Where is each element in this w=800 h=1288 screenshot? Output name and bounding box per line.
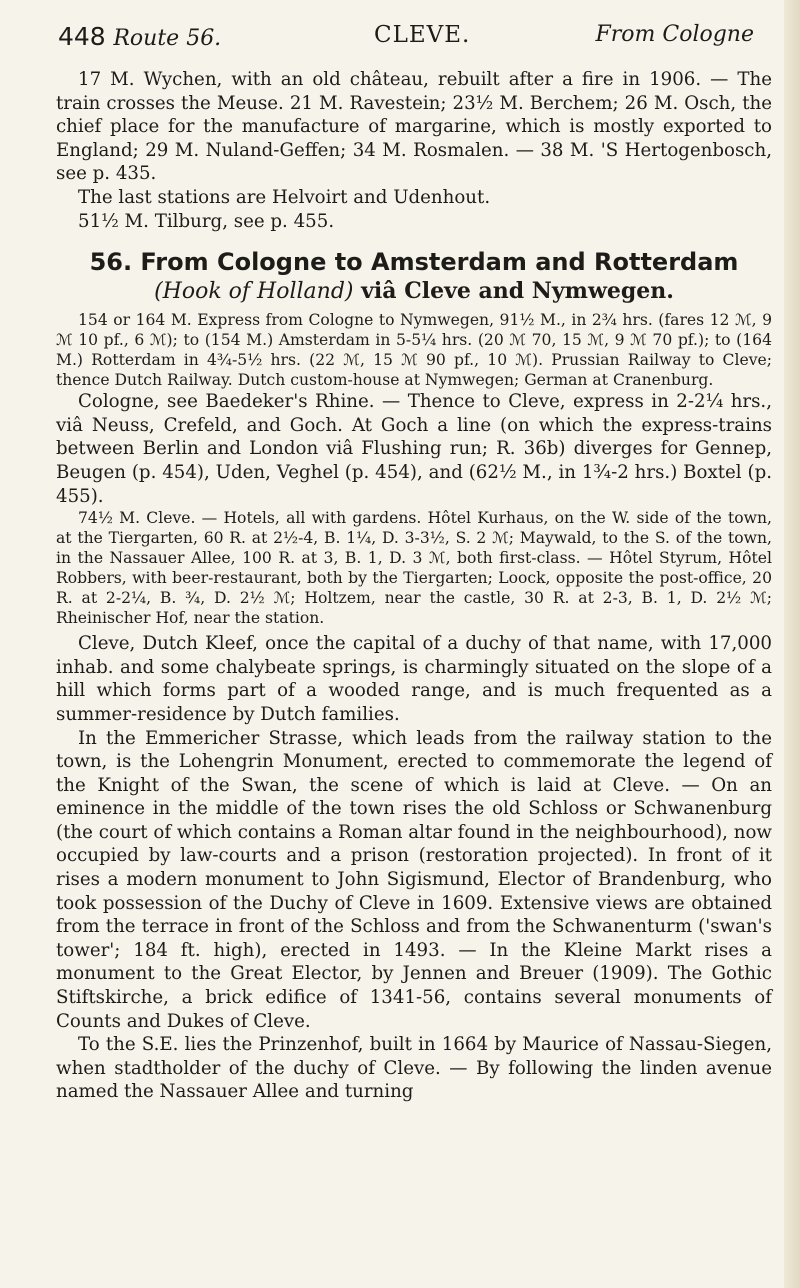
- cleve-paragraph: Cleve, Dutch Kleef, once the capital of a duchy of that name, with 17,000 inhab. and some chalybeate springs, is charmingly situated on the slope of a hill which forms part of a wooded range, and is much frequented as a summer-residence by Dutch families.: [56, 633, 772, 725]
- route-paragraph: Cologne, see Baedeker's Rhine. — Thence to Cleve, express in 2-2¼ hrs., viâ Neuss, Crefeld, and Goch. At Goch a line (on which the express-trains between Berlin and London viâ Flushing run; R. 36b) diverges for Gennep, Beugen (p. 454), Uden, Veghel (p. 454), and (62½ M., in 1¾-2 hrs.) Boxtel (p. 455).: [56, 391, 772, 507]
- route-label: Route 56.: [113, 26, 222, 51]
- section-subtitle-italic: (Hook of Holland): [154, 279, 354, 305]
- fares-paragraph: 154 or 164 M. Express from Cologne to Nymwegen, 91½ M., in 2¾ hrs. (fares 12 ℳ, 9 ℳ 10 pf., 6 ℳ); to (154 M.) Amsterdam in 5-5¼ hrs. (20 ℳ 70, 15 ℳ, 9 ℳ 70 pf.); to (164 M.) Rotterdam in 4¾-5½ hrs. (22 ℳ, 15 ℳ 90 pf., 10 ℳ). Prussian Railway to Cleve; thence Dutch Railway. Dutch custom-house at Nymwegen; German at Cranenburg.: [56, 311, 772, 390]
- hotels-paragraph: 74½ M. Cleve. — Hotels, all with gardens. Hôtel Kurhaus, on the W. side of the town, at the Tiergarten, 60 R. at 2½-4, B. 1¼, D. 3-3½, S. 2 ℳ; Maywald, to the S. of the town, in the Nassauer Allee, 100 R. at 3, B. 1, D. 3 ℳ, both first-class. — Hôtel Styrum, Hôtel Robbers, with beer-restaurant, both by the Tiergarten; Loock, opposite the post-office, 20 R. at 2-2¼, B. ¾, D. 2½ ℳ; Holtzem, near the castle, 30 R. at 2-3, B. 1, D. 2½ ℳ; Rheinischer Hof, near the station.: [56, 509, 772, 628]
- section-subtitle-rest: viâ Cleve and Nymwegen.: [353, 278, 674, 305]
- lohengrin-paragraph: In the Emmericher Strasse, which leads from the railway station to the town, is the Lohengrin Monument, erected to commemorate the legend of the Knight of the Swan, the scene of which is laid at Cleve. — On an eminence in the middle of the town rises the old Schloss or Schwanenburg (the court of which contains a Roman altar found in the neighbourhood), now occupied by law-courts and a prison (restoration projected). In front of it rises a modern monument to John Sigismund, Elector of Brandenburg, who took possession of the Duchy of Cleve in 1609. Extensive views are obtained from the terrace in front of the Schloss and from the Schwanenturm ('swan's tower'; 184 ft. high), erected in 1493. — In the Kleine Markt rises a monument to the Great Elector, by Jennen and Breuer (1909). The Gothic Stiftskirche, a brick edifice of 1341-56, contains several monuments of Counts and Dukes of Cleve.: [56, 727, 772, 1032]
- section-title: 56. From Cologne to Amsterdam and Rotterdam: [89, 248, 739, 277]
- last-stations-paragraph: The last stations are Helvoirt and Udenhout.: [78, 186, 491, 208]
- tilburg-paragraph: 51½ M. Tilburg, see p. 455.: [78, 210, 335, 232]
- page-number-and-route: [58, 22, 221, 51]
- prinzenhof-paragraph: To the S.E. lies the Prinzenhof, built in 1664 by Maurice of Nassau-Siegen, when stadtholder of the duchy of Cleve. — By following the linden avenue named the Nassauer Allee and turning: [56, 1034, 772, 1103]
- running-head: [56, 22, 772, 62]
- running-head-place: CLEVE.: [374, 22, 471, 48]
- page-edge: [784, 0, 800, 1288]
- wychen-paragraph: 17 M. Wychen, with an old château, rebuilt after a fire in 1906. — The train crosses the Meuse. 21 M. Ravestein; 23½ M. Berchem; 26 M. Osch, the chief place for the manufacture of margarine, which is mostly exported to England; 29 M. Nuland-Geffen; 34 M. Rosmalen. — 38 M. 'S Hertogenbosch, see p. 435.: [56, 69, 772, 185]
- running-head-from: From Cologne: [595, 22, 754, 47]
- page-number: 448: [58, 22, 106, 51]
- section-subtitle: [56, 277, 772, 306]
